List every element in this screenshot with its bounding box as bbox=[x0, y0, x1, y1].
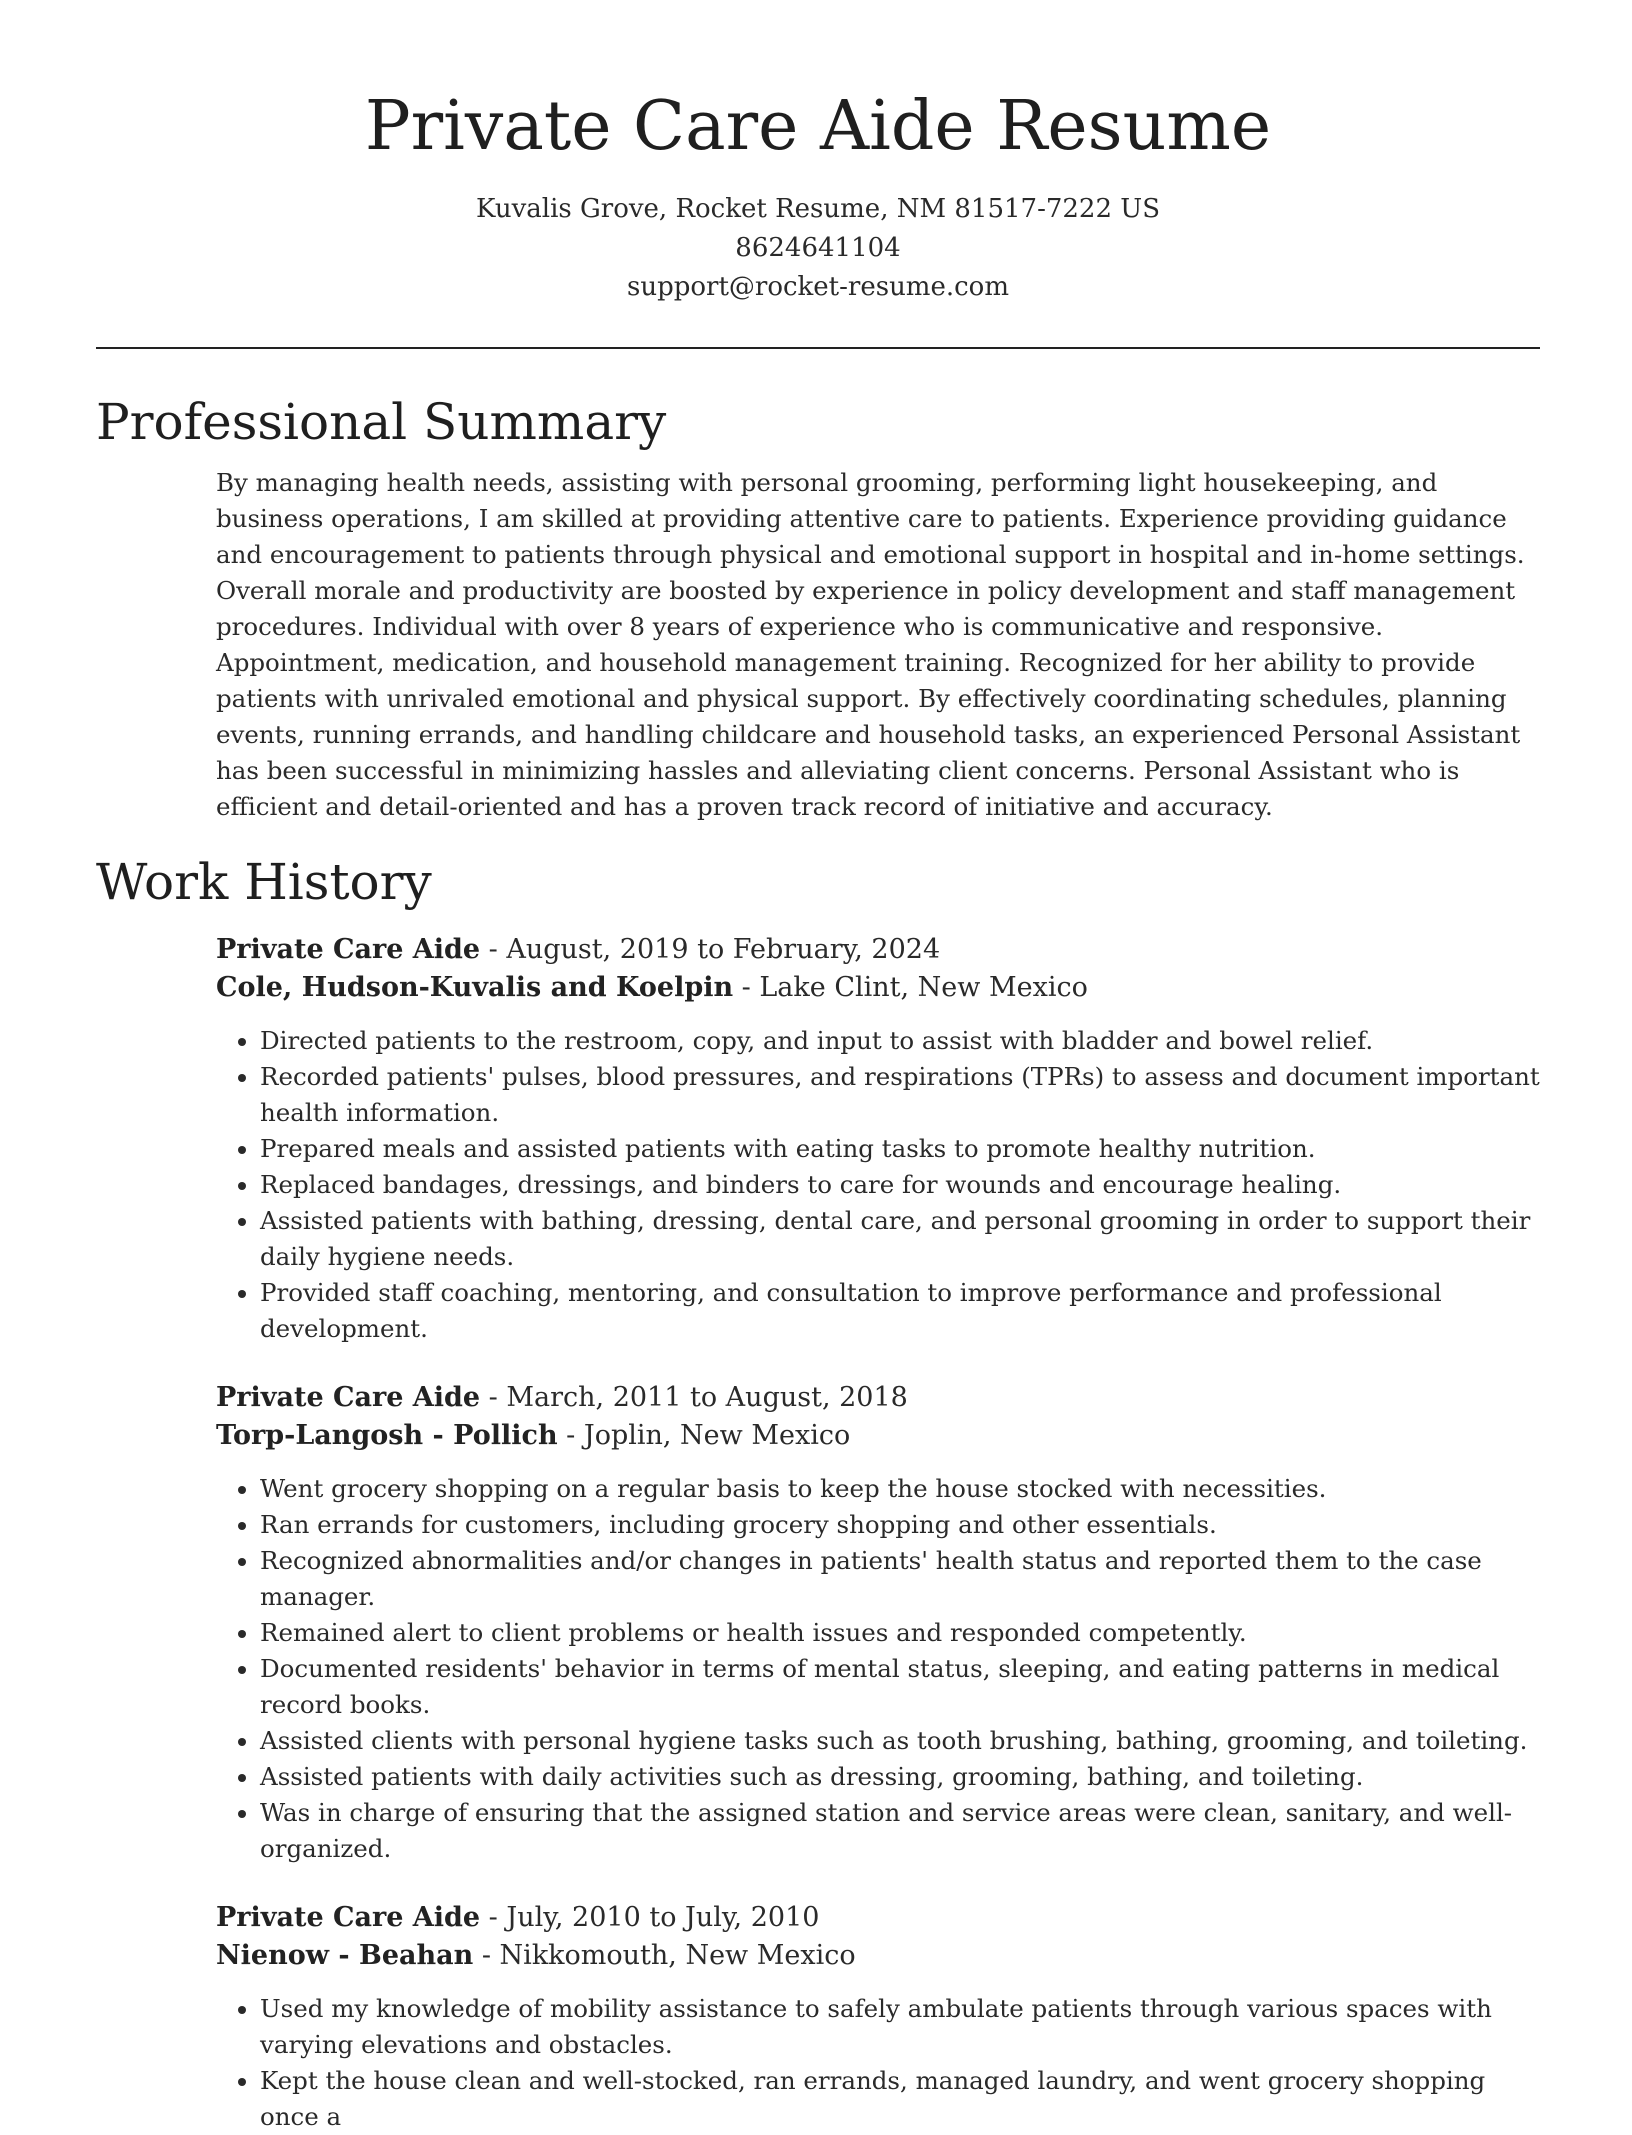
contact-address: Kuvalis Grove, Rocket Resume, NM 81517-7222 US bbox=[475, 194, 1161, 224]
summary-text: By managing health needs, assisting with personal grooming, performing light housekeeping, and business operations, I am skilled at providing attentive care to patients. Experience providing guidance and encouragement to patients through physical and emotional support in hospital and in-home settings. Overall morale and productivity are boosted by experience in policy development and staff management procedures. Individual with over 8 years of experience who is communicative and responsive. Appointment, medication, and household management training. Recognized for her ability to provide patients with unrivaled emotional and physical support. By effectively coordinating schedules, planning events, running errands, and handling childcare and household tasks, an experienced Personal Assistant has been successful in minimizing hassles and alleviating client concerns. Personal Assistant who is efficient and detail-oriented and has a proven track record of initiative and accuracy. bbox=[216, 468, 1525, 821]
job-title-line bbox=[216, 931, 1546, 969]
job-bullets bbox=[216, 1471, 1546, 1867]
list-item: • Assisted patients with daily activities such as dressing, grooming, bathing, and toileting. bbox=[260, 1759, 1546, 1795]
job-company-line bbox=[216, 1937, 1546, 1975]
list-item: • Remained alert to client problems or health issues and responded competently. bbox=[260, 1615, 1546, 1651]
job-company: Torp-Langosh - Pollich bbox=[216, 1420, 558, 1451]
job-bullets bbox=[216, 1991, 1546, 2135]
list-item: • Was in charge of ensuring that the assigned station and service areas were clean, sanitary, and well-organized. bbox=[260, 1795, 1546, 1867]
contact-block bbox=[96, 190, 1540, 307]
job-title: Private Care Aide bbox=[216, 1902, 481, 1933]
list-item: • Recorded patients' pulses, blood pressures, and respirations (TPRs) to assess and document important health information. bbox=[260, 1059, 1546, 1131]
job-location: - Nikkomouth, New Mexico bbox=[473, 1940, 856, 1971]
job-location: - Joplin, New Mexico bbox=[557, 1420, 851, 1451]
list-item: • Provided staff coaching, mentoring, and consultation to improve performance and professional development. bbox=[260, 1275, 1546, 1347]
list-item: • Prepared meals and assisted patients with eating tasks to promote healthy nutrition. bbox=[260, 1131, 1546, 1167]
summary-heading: Professional Summary bbox=[96, 393, 667, 451]
job-entry bbox=[216, 1899, 1546, 2135]
list-item: • Ran errands for customers, including grocery shopping and other essentials. bbox=[260, 1507, 1546, 1543]
job-location: - Lake Clint, New Mexico bbox=[733, 972, 1088, 1003]
list-item: • Used my knowledge of mobility assistance to safely ambulate patients through various spaces with varying elevations and obstacles. bbox=[260, 1991, 1546, 2063]
page-title: Private Care Aide Resume bbox=[364, 87, 1272, 166]
list-item: • Directed patients to the restroom, copy, and input to assist with bladder and bowel relief. bbox=[260, 1023, 1546, 1059]
work-history-heading: Work History bbox=[96, 853, 432, 911]
job-company: Cole, Hudson-Kuvalis and Koelpin bbox=[216, 972, 734, 1003]
job-entry bbox=[216, 1379, 1546, 1867]
contact-email: support@rocket-resume.com bbox=[626, 272, 1009, 302]
job-dates: - August, 2019 to February, 2024 bbox=[480, 934, 941, 965]
job-entry bbox=[216, 931, 1546, 1347]
list-item: • Went grocery shopping on a regular basis to keep the house stocked with necessities. bbox=[260, 1471, 1546, 1507]
job-company-line bbox=[216, 1417, 1546, 1455]
list-item: • Kept the house clean and well-stocked, ran errands, managed laundry, and went grocery shopping once a bbox=[260, 2063, 1546, 2135]
job-title: Private Care Aide bbox=[216, 934, 481, 965]
job-title-line bbox=[216, 1899, 1546, 1937]
job-dates: - March, 2011 to August, 2018 bbox=[480, 1382, 908, 1413]
list-item: • Replaced bandages, dressings, and binders to care for wounds and encourage healing. bbox=[260, 1167, 1546, 1203]
contact-phone: 8624641104 bbox=[735, 233, 901, 263]
list-item: • Assisted clients with personal hygiene tasks such as tooth brushing, bathing, grooming, and toileting. bbox=[260, 1723, 1546, 1759]
resume-header bbox=[96, 0, 1540, 307]
job-dates: - July, 2010 to July, 2010 bbox=[480, 1902, 820, 1933]
list-item: • Recognized abnormalities and/or changes in patients' health status and reported them to the case manager. bbox=[260, 1543, 1546, 1615]
list-item: • Documented residents' behavior in terms of mental status, sleeping, and eating patterns in medical record books. bbox=[260, 1651, 1546, 1723]
job-bullets bbox=[216, 1023, 1546, 1347]
job-company-line bbox=[216, 969, 1546, 1007]
job-title-line bbox=[216, 1379, 1546, 1417]
job-company: Nienow - Beahan bbox=[216, 1940, 474, 1971]
resume-page bbox=[96, 0, 1540, 2135]
header-divider bbox=[96, 347, 1540, 349]
list-item: • Assisted patients with bathing, dressing, dental care, and personal grooming in order to support their daily hygiene needs. bbox=[260, 1203, 1546, 1275]
job-title: Private Care Aide bbox=[216, 1382, 481, 1413]
